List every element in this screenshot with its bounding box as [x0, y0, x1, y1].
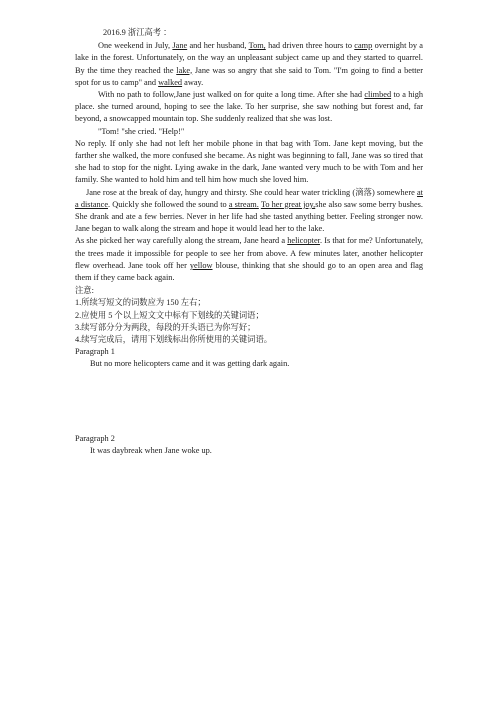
- text: away.: [182, 77, 204, 87]
- text: blouse, thinking that she should go to an open area and flag them if they came back again.: [75, 260, 424, 283]
- keyword-yellow: yellow: [189, 260, 213, 270]
- writing-space-1[interactable]: [75, 371, 423, 433]
- text: . Quickly she followed the sound to: [108, 199, 229, 209]
- keyword-a-stream: a stream.: [228, 199, 259, 209]
- text: Jane was so angry that she said to Tom. "I'm going to find a better spot for us to camp" and: [75, 65, 423, 87]
- note-item: 4.续写完成后，请用下划线标出你所使用的关键词语。: [75, 335, 273, 345]
- note-item: 3.续写部分分为两段，每段的开头语已为你写好；: [75, 322, 256, 332]
- text: to a high place. she turned around, hoping to see the lake. To her surprise, she saw nothing but forest and, far beyond, a snowcapped mountain top. She suddenly realized that she was lost.: [75, 90, 423, 124]
- notes-section: [75, 285, 423, 346]
- story-paragraph-5: [75, 187, 423, 236]
- keyword-jane: Jane: [172, 41, 188, 51]
- keyword-climbed: climbed: [364, 90, 392, 100]
- keyword-walked: walked: [158, 77, 183, 87]
- paragraph-1-opening: But no more helicopters came and it was getting dark again.: [90, 359, 290, 369]
- story-paragraph-2: [75, 89, 423, 126]
- paragraph-1-label: Paragraph 1: [75, 347, 115, 357]
- text: overnight by a lake in the forest. Unfortunately, on the way an unpleasant subject came up and they started to quarrel. By the time they reached the: [75, 41, 423, 75]
- text: and her husband,: [187, 41, 249, 51]
- text: . Is that for me? Unfortunately, the trees made it impossible for people to see her from above. A few minutes later, another helicopter flew overhead. Jane took off her: [75, 236, 423, 270]
- note-item: 1.所续写短文的词数应为 150 左右；: [75, 298, 206, 308]
- note-item: 2.应使用 5 个以上短文文中标有下划线的关键词语；: [75, 310, 264, 320]
- keyword-to-her-great-joy: To her great joy,: [260, 199, 316, 209]
- text: had driven three hours to: [265, 41, 355, 51]
- text: Jane rose at the break of day, hungry and thirsty. She could hear water trickling (滴落) somewhere: [86, 187, 417, 197]
- story-paragraph-6: [75, 235, 423, 284]
- keyword-tom: Tom,: [248, 41, 266, 51]
- document-page: [75, 27, 423, 457]
- keyword-at-a-distance: at a distance: [75, 187, 423, 209]
- text: With no path to follow,Jane just walked on for quite a long time. After she had: [98, 90, 365, 100]
- exam-title: 2016.9 浙江高考 ：: [103, 28, 172, 37]
- notes-heading: 注意:: [75, 286, 94, 296]
- keyword-helicopter: helicopter: [287, 236, 320, 246]
- keyword-camp: camp: [354, 41, 373, 51]
- keyword-lake: lake,: [176, 65, 193, 75]
- text: One weekend in July,: [98, 41, 173, 51]
- paragraph-2-opening: It was daybreak when Jane woke up.: [90, 445, 212, 455]
- story-paragraph-3: "Tom! "she cried. "Help!": [98, 126, 185, 136]
- paragraph-2-label: Paragraph 2: [75, 433, 115, 443]
- text: As she picked her way carefully along the stream, Jane heard a: [75, 236, 288, 246]
- text: she also saw some berry bushes. She drank and ate a few berries. Never in her life had she tasted anything better. Feeling stronger now. Jane began to walk along the stream and hope it would lead her to the lake.: [75, 199, 423, 234]
- story-paragraph-4: No reply. If only she had not left her mobile phone in that bag with Tom. Jane kept moving, but the farther she walked, the more confused she became. As night was beginning to fall, Jane was so tired that she had to stop for the night. Lying awake in the dark, Jane wanted very much to be with Tom and her family. She wanted to hold him and tell him how much she loved him.: [75, 138, 423, 185]
- story-paragraph-1: [75, 40, 423, 89]
